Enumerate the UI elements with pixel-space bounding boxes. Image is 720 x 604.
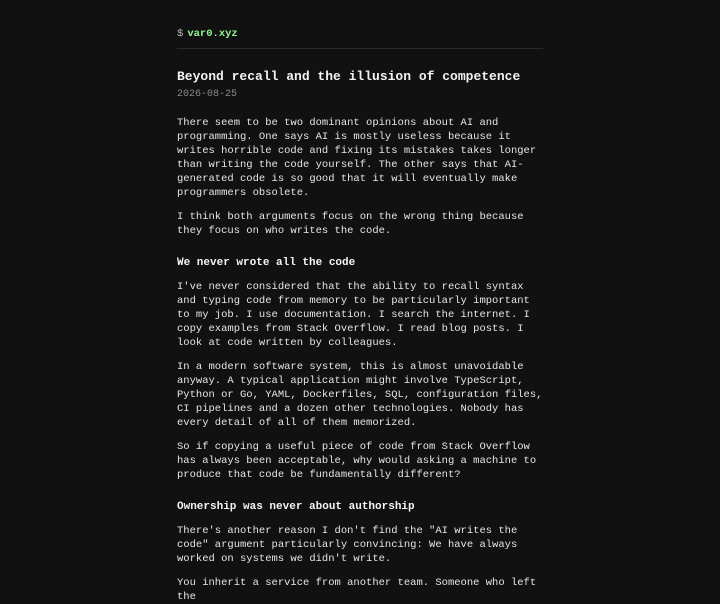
post-date: 2026-08-25 bbox=[177, 89, 238, 100]
site-header bbox=[177, 27, 543, 49]
content-column bbox=[177, 27, 543, 604]
intro-paragraph: There seem to be two dominant opinions about AI and programming. One says AI is mostly useless because it writes horrible code and fixing its mistakes takes longer than writing the code yourself. The other says that AI-generated code is so good that it will eventually make programmers obsolete. bbox=[177, 117, 537, 199]
section-paragraph: There's another reason I don't find the "AI writes the code" argument particularly convincing: We have always worked on systems we didn't write. bbox=[177, 525, 518, 565]
prompt-symbol: $ bbox=[177, 27, 184, 40]
section-paragraph: So if copying a useful piece of code from Stack Overflow has always been acceptable, why would asking a machine to produce that code be fundamentally different? bbox=[177, 441, 537, 481]
section-paragraph: I've never considered that the ability to recall syntax and typing code from memory to be particularly important to my job. I use documentation. I search the internet. I copy examples from Stack Overflow. I read blog posts. I look at code written by colleagues. bbox=[177, 281, 530, 349]
section-paragraph: In a modern software system, this is almost unavoidable anyway. A typical application might involve TypeScript, Python or Go, YAML, Dockerfiles, SQL, configuration files, CI pipelines and a dozen other technologies. Nobody has every detail of all of them memorized. bbox=[177, 361, 543, 429]
intro-paragraph: I think both arguments focus on the wrong thing because they focus on who writes the code. bbox=[177, 211, 524, 237]
section-heading: We never wrote all the code bbox=[177, 257, 356, 269]
post-title: Beyond recall and the illusion of competence bbox=[177, 69, 521, 84]
section-heading: Ownership was never about authorship bbox=[177, 501, 415, 513]
section-paragraph: You inherit a service from another team. Someone who left the bbox=[177, 577, 537, 603]
site-home-link[interactable]: var0.xyz bbox=[187, 27, 238, 40]
blog-post bbox=[177, 69, 543, 604]
